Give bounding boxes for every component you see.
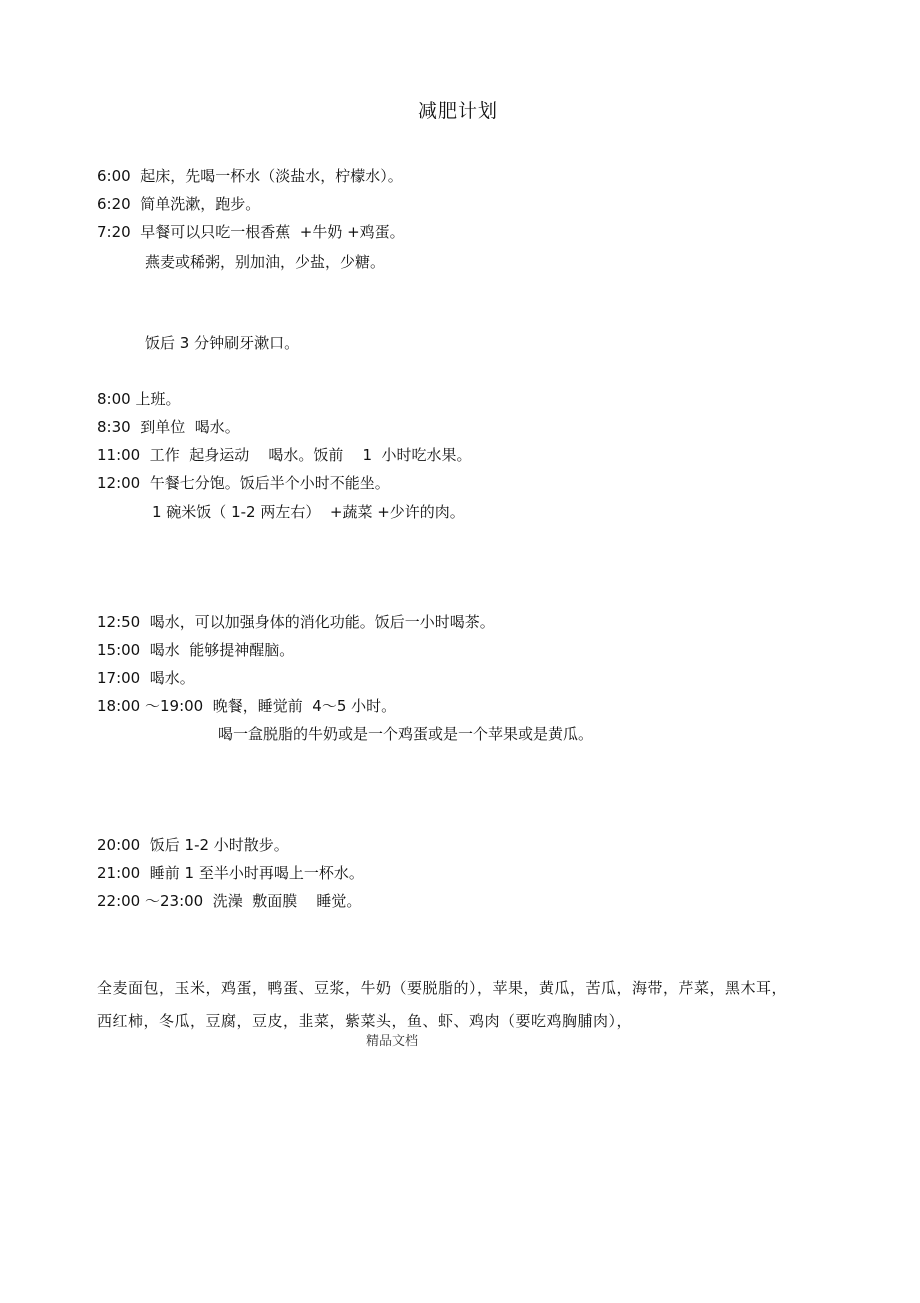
schedule-note: 饭后 3 分钟刷牙漱口。 bbox=[145, 334, 300, 352]
schedule-line: 12:50 喝水，可以加强身体的消化功能。饭后一小时喝茶。 bbox=[97, 613, 495, 631]
schedule-line: 18:00 ～19:00 晚餐，睡觉前 4～5 小时。 bbox=[97, 697, 397, 715]
schedule-note: 1 碗米饭（ 1-2 两左右） +蔬菜 +少许的肉。 bbox=[152, 503, 465, 521]
schedule-line: 20:00 饭后 1-2 小时散步。 bbox=[97, 836, 289, 854]
schedule-note: 燕麦或稀粥，别加油，少盐，少糖。 bbox=[145, 253, 386, 271]
page-title: 减肥计划 bbox=[417, 100, 498, 122]
schedule-line: 6:20 简单洗漱，跑步。 bbox=[97, 195, 261, 213]
schedule-line: 21:00 睡前 1 至半小时再喝上一杯水。 bbox=[97, 864, 364, 882]
schedule-line: 8:00 上班。 bbox=[97, 390, 181, 408]
schedule-line: 6:00 起床，先喝一杯水（淡盐水，柠檬水）。 bbox=[97, 167, 403, 185]
schedule-line: 17:00 喝水。 bbox=[97, 669, 195, 687]
schedule-note: 喝一盒脱脂的牛奶或是一个鸡蛋或是一个苹果或是黄瓜。 bbox=[218, 725, 594, 743]
schedule-line: 7:20 早餐可以只吃一根香蕉 +牛奶 +鸡蛋。 bbox=[97, 223, 405, 241]
schedule-line: 15:00 喝水 能够提神醒脑。 bbox=[97, 641, 295, 659]
schedule-line: 22:00 ～23:00 洗澡 敷面膜 睡觉。 bbox=[97, 892, 362, 910]
schedule-line: 11:00 工作 起身运动 喝水。饭前 1 小时吃水果。 bbox=[97, 446, 472, 464]
schedule-line: 12:00 午餐七分饱。饭后半个小时不能坐。 bbox=[97, 474, 390, 492]
food-list: 全麦面包，玉米，鸡蛋，鸭蛋、豆浆，牛奶（要脱脂的），苹果，黄瓜，苦瓜，海带，芹菜，黑木耳，西红柿，冬瓜，豆腐，豆皮，韭菜，紫菜头，鱼、虾、鸡肉（要吃鸡胸脯肉）， bbox=[97, 979, 788, 1030]
schedule-line: 8:30 到单位 喝水。 bbox=[97, 418, 240, 436]
footer-label: 精品文档 bbox=[366, 1034, 419, 1049]
